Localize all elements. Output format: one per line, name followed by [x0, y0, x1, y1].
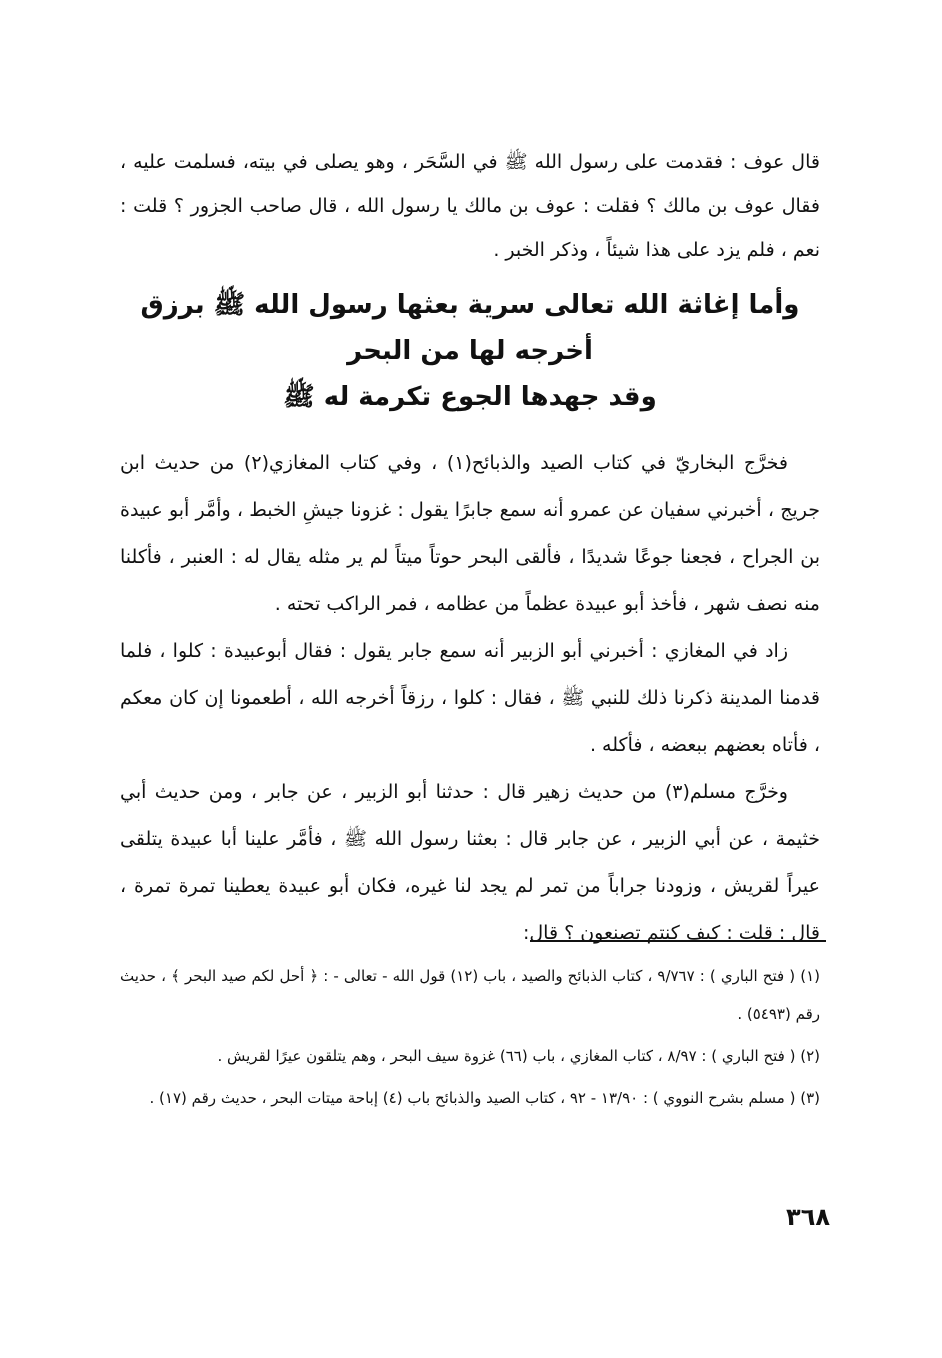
page-number: ٣٦٨: [786, 1203, 830, 1231]
footnote-separator: [530, 940, 826, 942]
paragraph-1: فخرَّج البخاريّ في كتاب الصيد والذبائح(١) ، وفي كتاب المغازي(٢) من حديث ابن جريج ، أخبرني سفيان عن عمرو أنه سمع جابرًا يقول : غزونا جيشِ الخبط ، وأمَّر أبو عبيدة بن الجراح ، فجعنا جوعًا شديدًا ، فألقى البحر حوتاً ميتاً لم ير مثله يقال له : العنبر ، فأكلنا منه نصف شهر ، فأخذ أبو عبيدة عظماً من عظامه ، فمر الراكب تحته .: [120, 452, 820, 615]
footnote-2: (٢) ( فتح الباري ) : ٨/٩٧ ، كتاب المغازي ، باب (٦٦) غزوة سيف البحر ، وهم يتلقون عيرًا لقريش .: [217, 1047, 820, 1065]
body-text: [120, 440, 820, 957]
footnote-1: (١) ( فتح الباري ) : ٩/٧٦٧ ، كتاب الذبائح والصيد ، باب (١٢) قول الله - تعالى - : ﴿ أحل لكم صيد البحر ﴾ ، حديث رقم (٥٤٩٣) .: [120, 967, 820, 1023]
intro-paragraph: قال عوف : فقدمت على رسول الله ﷺ في السَّحَر ، وهو يصلى في بيته، فسلمت عليه ، فقال عوف بن مالك ؟ فقلت : عوف بن مالك يا رسول الله ، قال صاحب الجزور ؟ قلت : نعم ، فلم يزد على هذا شيئاً ، وذكر الخبر .: [120, 151, 820, 261]
heading-line-2: أخرجه لها من البحر: [347, 336, 593, 366]
heading-line-3: وقد جهدها الجوع تكرمة له ﷺ: [283, 382, 657, 412]
footnote-3: (٣) ( مسلم بشرح النووي ) : ١٣/٩٠ - ٩٢ ، كتاب الصيد والذبائح باب (٤) إباحة ميتات البحر ، حديث رقم (١٧) .: [149, 1089, 820, 1107]
paragraph-2: زاد في المغازي : أخبرني أبو الزبير أنه سمع جابر يقول : فقال أبوعبيدة : كلوا ، فلما قدمنا المدينة ذكرنا ذلك للنبي ﷺ ، فقال : كلوا ، رزقاً أخرجه الله ، أطعمونا إن كان معكم ، فأتاه بعضهم ببعضه ، فأكله .: [120, 640, 820, 756]
section-heading: [120, 282, 820, 420]
heading-line-1: وأما إغاثة الله تعالى سرية بعثها رسول الله ﷺ برزق: [140, 290, 800, 320]
footnotes: [120, 957, 820, 1121]
paragraph-3: وخرَّج مسلم(٣) من حديث زهير قال : حدثنا أبو الزبير ، عن جابر ، ومن حديث أبي خثيمة ، عن أبي الزبير ، عن جابر قال : بعثنا رسول الله ﷺ ، فأمَّر علينا أبا عبيدة يتلقى عيراً لقريش ، وزودنا جراباً من تمر لم يجد لنا غيره، فكان أبو عبيدة يعطينا تمرة تمرة ، قال : قلت : كيف كنتم تصنعون ؟ قال:: [120, 781, 820, 944]
